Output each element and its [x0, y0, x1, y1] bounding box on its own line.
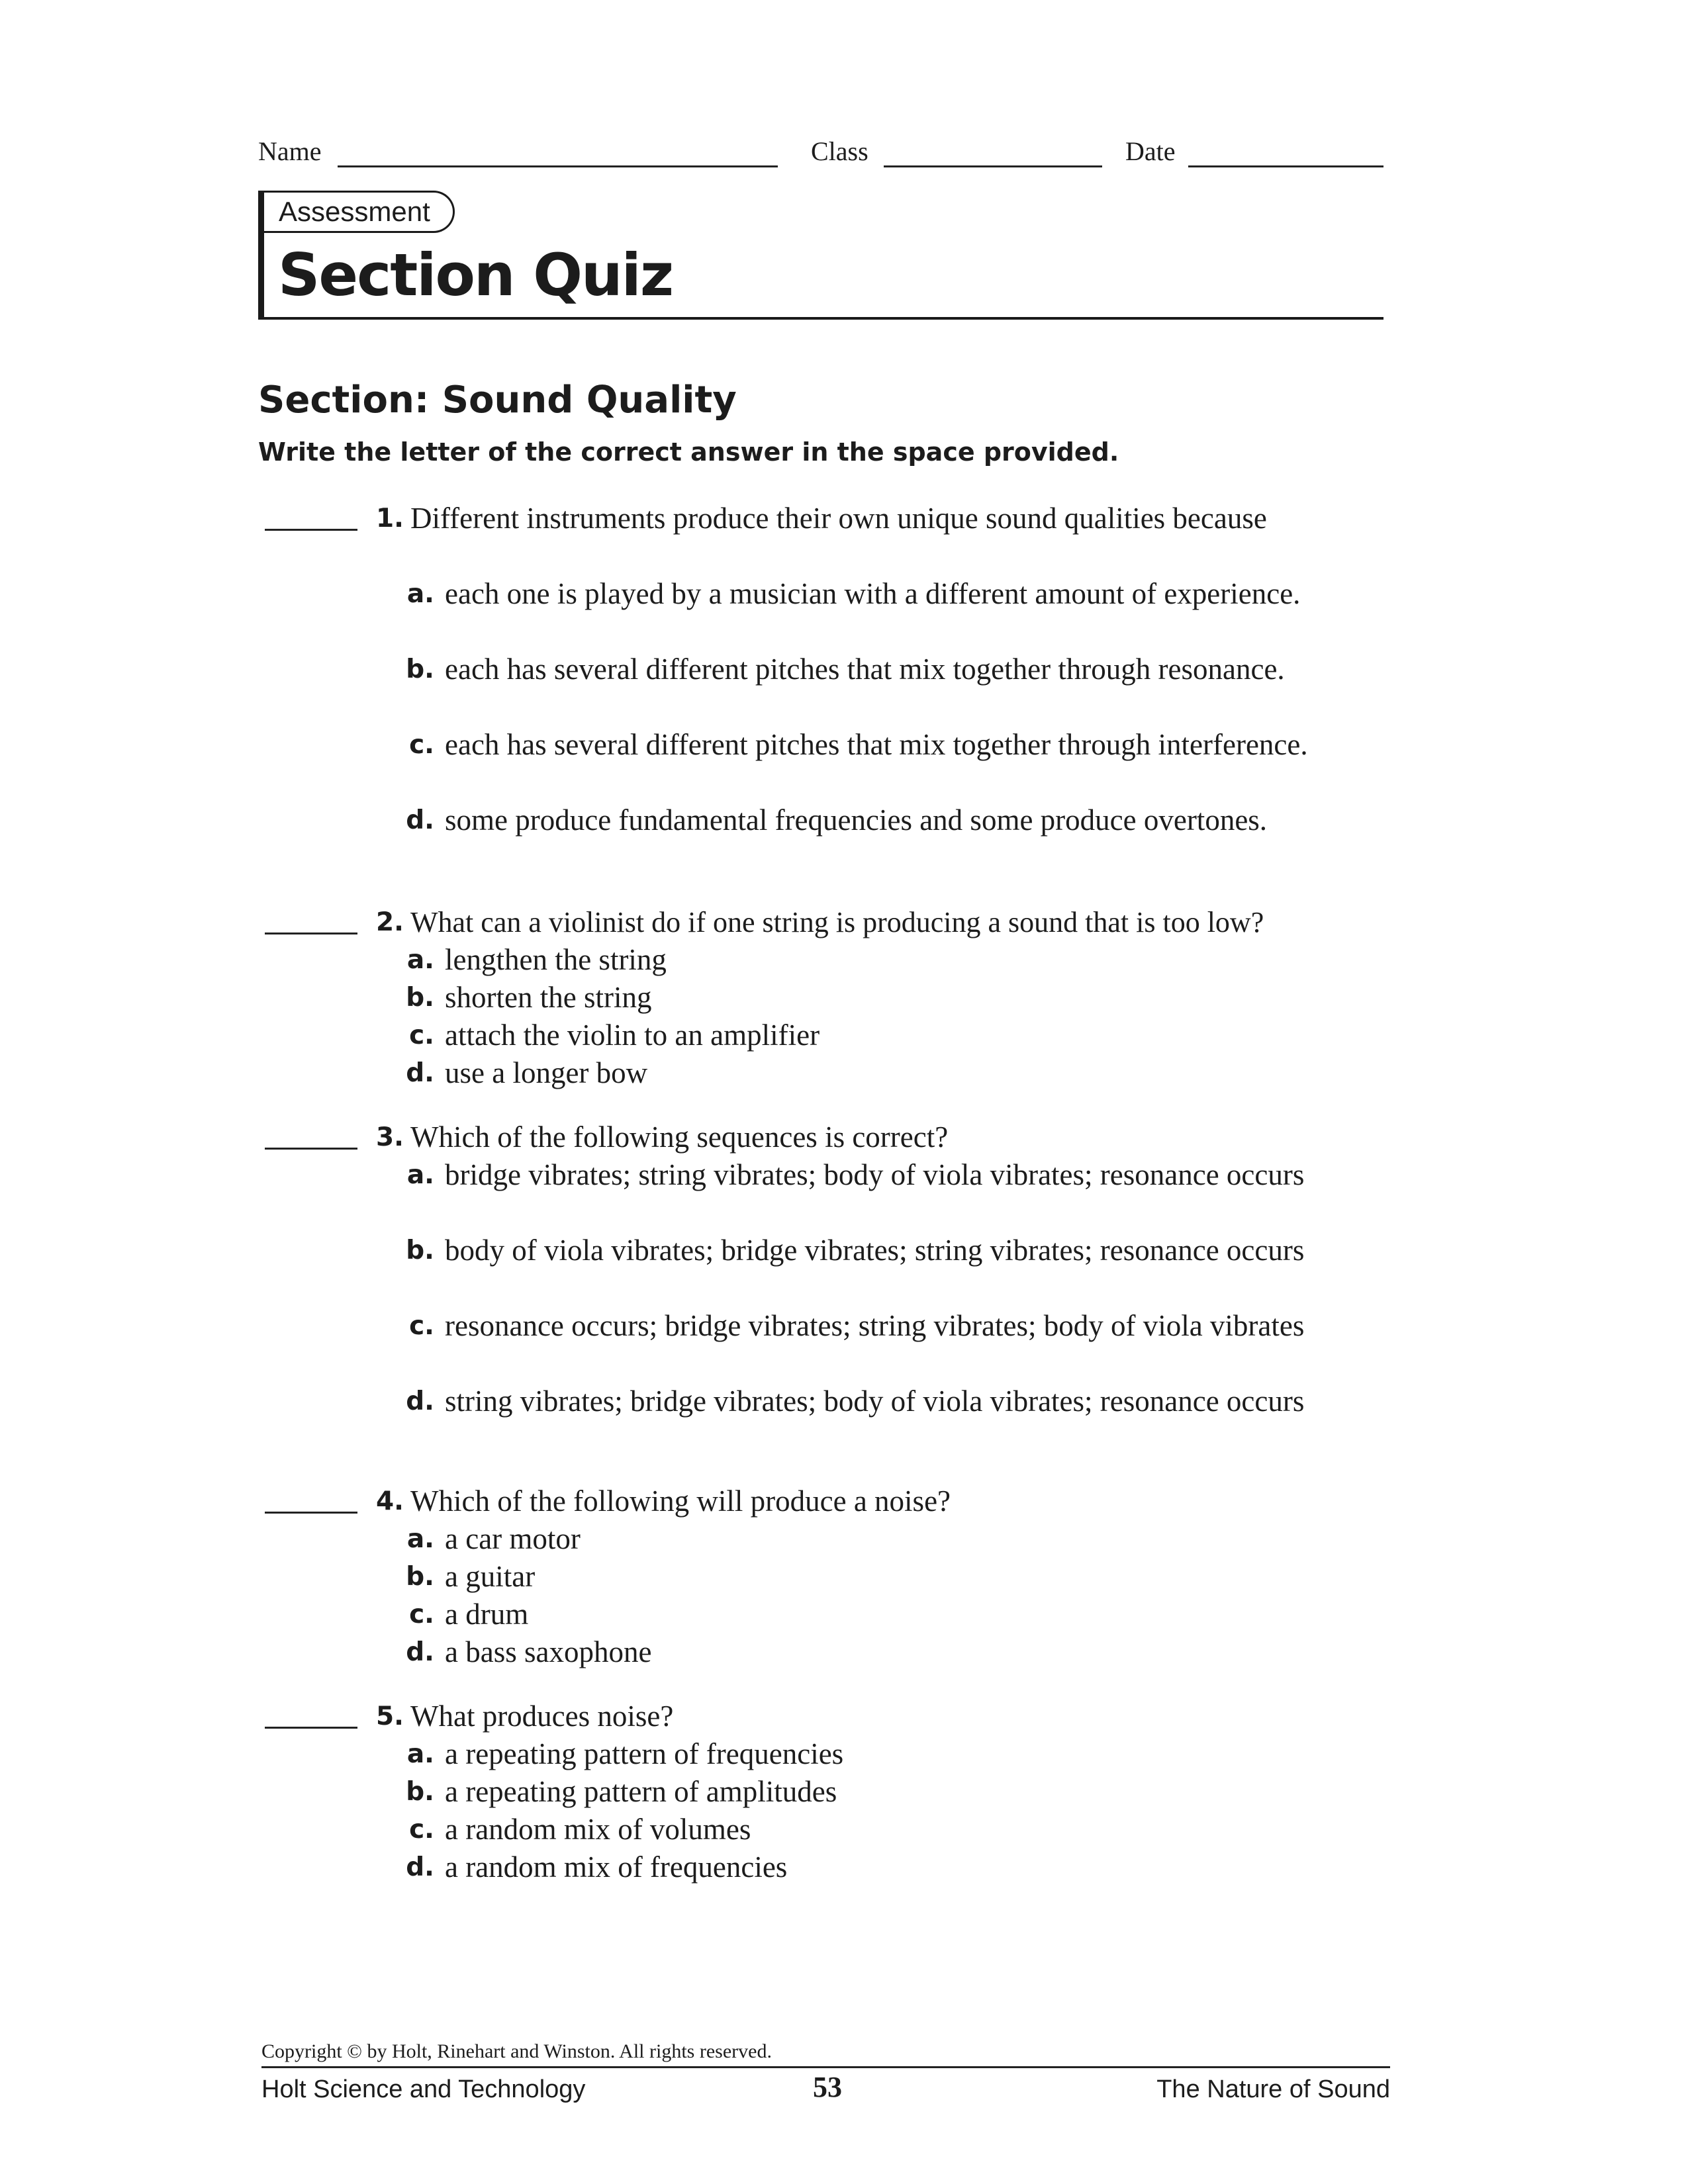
choice-text: attach the violin to an amplifier — [445, 1019, 820, 1052]
choice-letter: d. — [406, 805, 434, 835]
answer-blank-1[interactable] — [265, 529, 357, 531]
choice-text: some produce fundamental frequencies and some produce overtones. — [445, 803, 1268, 837]
choice-letter: d. — [406, 1852, 434, 1882]
answer-blank-5[interactable] — [265, 1727, 357, 1729]
answer-blank-4[interactable] — [265, 1512, 357, 1514]
page-title: Section Quiz — [278, 241, 673, 309]
choice-letter: c. — [409, 1311, 434, 1341]
choice-letter: a. — [406, 1524, 434, 1554]
footer-chapter: The Nature of Sound — [1156, 2075, 1390, 2103]
question-text: Which of the following sequences is correct? — [410, 1120, 949, 1154]
choice-letter: a. — [406, 579, 434, 609]
question-number: 3. — [376, 1122, 404, 1152]
choice-letter: d. — [406, 1637, 434, 1667]
choice-text: a guitar — [445, 1560, 536, 1593]
answer-blank-3[interactable] — [265, 1148, 357, 1150]
choice-text: a drum — [445, 1598, 529, 1631]
footer-publication: Holt Science and Technology — [261, 2075, 586, 2103]
copyright-notice: Copyright © by Holt, Rinehart and Winston. All rights reserved. — [261, 2040, 772, 2062]
choice-text: a bass saxophone — [445, 1635, 652, 1668]
choice-text: each has several different pitches that mix together through resonance. — [445, 653, 1285, 686]
choice-letter: a. — [406, 1160, 434, 1190]
choice-text: each has several different pitches that mix together through interference. — [445, 728, 1308, 761]
choice-text: body of viola vibrates; bridge vibrates; string vibrates; resonance occurs — [445, 1234, 1305, 1267]
question-number: 5. — [376, 1702, 404, 1731]
name-label: Name — [258, 136, 322, 166]
class-field[interactable] — [884, 165, 1102, 167]
choice-letter: c. — [409, 1021, 434, 1050]
choice-text: a random mix of frequencies — [445, 1850, 788, 1884]
choice-text: lengthen the string — [445, 943, 667, 976]
choice-letter: c. — [409, 1815, 434, 1844]
question-number: 4. — [376, 1486, 404, 1516]
choice-letter: a. — [406, 1739, 434, 1769]
choice-text: a random mix of volumes — [445, 1813, 751, 1846]
choice-letter: b. — [406, 983, 434, 1013]
header-fields — [258, 136, 1383, 175]
choice-letter: b. — [406, 655, 434, 684]
section-heading: Section: Sound Quality — [258, 379, 737, 422]
page-number: 53 — [813, 2071, 842, 2103]
choice-text: shorten the string — [445, 981, 652, 1014]
name-field[interactable] — [338, 165, 778, 167]
choice-letter: b. — [406, 1236, 434, 1265]
choice-letter: c. — [409, 730, 434, 760]
choice-text: a car motor — [445, 1522, 581, 1555]
question-number: 1. — [376, 504, 404, 533]
choice-text: resonance occurs; bridge vibrates; string vibrates; body of viola vibrates — [445, 1309, 1305, 1342]
assessment-tab: Assessment — [264, 191, 455, 233]
question-text: Which of the following will produce a noise? — [410, 1484, 951, 1518]
choice-letter: d. — [406, 1387, 434, 1416]
choice-letter: a. — [406, 945, 434, 975]
answer-blank-2[interactable] — [265, 933, 357, 934]
choice-text: use a longer bow — [445, 1056, 648, 1089]
title-divider — [258, 317, 1383, 320]
choice-letter: b. — [406, 1562, 434, 1592]
question-text: What can a violinist do if one string is producing a sound that is too low? — [410, 906, 1264, 938]
question-text: Different instruments produce their own unique sound qualities because — [410, 502, 1267, 535]
footer-divider — [261, 2066, 1390, 2068]
choice-text: string vibrates; bridge vibrates; body of viola vibrates; resonance occurs — [445, 1385, 1305, 1418]
question-text: What produces noise? — [410, 1700, 674, 1733]
choice-text: a repeating pattern of amplitudes — [445, 1775, 837, 1808]
title-block — [258, 191, 1383, 320]
choice-letter: c. — [409, 1600, 434, 1629]
choice-letter: b. — [406, 1777, 434, 1807]
choice-text: a repeating pattern of frequencies — [445, 1737, 844, 1770]
instructions: Write the letter of the correct answer in the space provided. — [258, 437, 1119, 467]
date-label: Date — [1125, 136, 1176, 166]
choice-text: bridge vibrates; string vibrates; body of viola vibrates; resonance occurs — [445, 1158, 1305, 1191]
class-label: Class — [811, 136, 868, 166]
choice-letter: d. — [406, 1058, 434, 1088]
choice-text: each one is played by a musician with a different amount of experience. — [445, 577, 1301, 610]
date-field[interactable] — [1188, 165, 1383, 167]
question-number: 2. — [376, 907, 404, 937]
title-bar — [258, 191, 264, 320]
